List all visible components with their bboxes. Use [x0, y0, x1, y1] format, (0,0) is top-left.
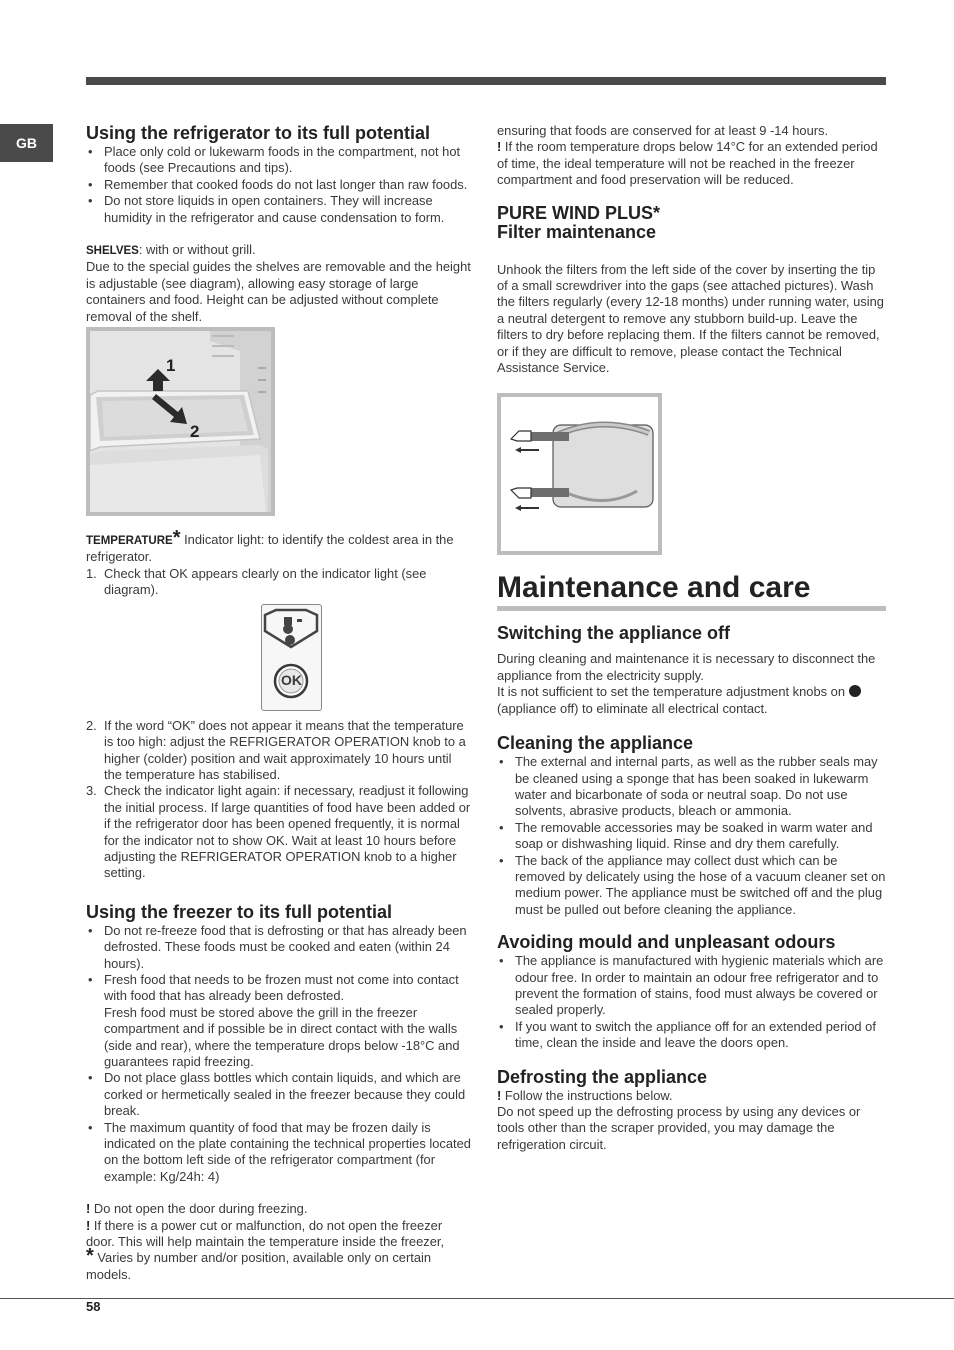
- freezer-heading: Using the freezer to its full potential: [86, 901, 393, 922]
- shelves-intro-text: : with or without grill.: [138, 242, 256, 258]
- shelf-step-1: 1: [166, 356, 176, 376]
- indicator-illustration: [262, 605, 321, 710]
- temperature-label: TEMPERATURE: [86, 535, 173, 548]
- off-position-icon: [849, 685, 861, 697]
- switch-off-text-1: During cleaning and maintenance it is necessary to disconnect the appliance from the electricity supply.: [497, 651, 876, 683]
- temperature-intro: [86, 527, 471, 566]
- filter-text: Unhook the filters from the left side of the cover by inserting the tip of a small screwdriver into the gaps (see attached pictures). Wash the filters regularly (every 12-18 months) under running water, using a neutral detergent to remove any stubborn build-up. Leave the filters to dry before replacing them. If the filters cannot be removed, or if they are difficult to remove, please contact the Technical Assistance Service.: [497, 261, 884, 376]
- shelves-intro: [86, 242, 471, 259]
- ok-label: OK: [281, 671, 302, 688]
- temperature-step1: [86, 566, 471, 599]
- temperature-indicator: [261, 604, 322, 711]
- temperature-steps: [86, 718, 471, 882]
- cleaning-heading: Cleaning the appliance: [497, 733, 694, 754]
- temperature-warning: ! If the room temperature drops below 14°C for an extended period of time, the ideal temperature will not be reached in the freezer compartment and food preservation will be reduced.: [497, 139, 878, 188]
- list-item: • The removable accessories may be soaked in warm water and soap or dishwashing liquid. Rinse and dry them carefully.: [497, 820, 887, 853]
- shelf-diagram: [86, 327, 275, 516]
- filter-illustration: [501, 397, 658, 551]
- fridge-bullet-list: [86, 144, 471, 226]
- list-item: • Fresh food that needs to be frozen must not come into contact with food that has already been defrosted. Fresh food must be stored above the grill in the freezer compartment and if possible be in direct contact with the walls (side and rear), where the temperature drops below -18°C and guarantees rapid freezing.: [86, 972, 471, 1070]
- shelves-label: SHELVES: [86, 245, 139, 258]
- list-item: • Remember that cooked foods do not last longer than raw foods.: [86, 177, 471, 193]
- list-item: • Do not store liquids in open containers. They will increase humidity in the refrigerator and cause condensation to form.: [86, 193, 471, 226]
- list-item: 3. Check the indicator light again: if necessary, readjust it following the initial process. If large quantities of food have been added or if the refrigerator door has been opened frequently, it is normal for the indicator not to show OK. Wait at least 10 hours before adjusting the REFRIGERATOR OPERATION knob to a higher setting.: [86, 783, 471, 881]
- freezer-warning-1: ! Do not open the door during freezing.: [86, 1201, 308, 1217]
- freezer-warning-2: ! If there is a power cut or malfunction, do not open the freezer door. This will help maintain the temperature inside the freezer,: [86, 1217, 445, 1250]
- list-item: • Place only cold or lukewarm foods in the compartment, not hot foods (see Precautions and tips).: [86, 144, 471, 177]
- list-item: • The maximum quantity of food that may be frozen daily is indicated on the plate containing the technical properties located on the bottom left side of the refrigerator compartment (for example: Kg/24h: 4): [86, 1120, 471, 1186]
- asterisk-mark: *: [172, 527, 181, 550]
- list-item: • The appliance is manufactured with hygienic materials which are odour free. In order to maintain an odour free refrigerator and to prevent the formation of stains, food must always be covered or sealed properly.: [497, 953, 887, 1019]
- mould-bullet-list: [497, 953, 887, 1051]
- fridge-heading: Using the refrigerator to its full potential: [86, 123, 431, 143]
- footnote: * Varies by number and/or position, available only on certain models.: [86, 1245, 432, 1282]
- switch-off-heading: Switching the appliance off: [497, 623, 731, 644]
- list-item: 2. If the word “OK” does not appear it means that the temperature is too high: adjust the REFRIGERATOR OPERATION knob to a higher (colder) position and wait approximately 10 hours until the temperature has stabilised.: [86, 717, 466, 782]
- temperature-text: Indicator light: to identify the coldest area in the refrigerator.: [86, 532, 454, 565]
- freezer-bullet-list: [86, 923, 471, 1186]
- language-tab: GB: [0, 124, 53, 162]
- list-item: 1. Check that OK appears clearly on the indicator light (see diagram).: [86, 565, 427, 598]
- left-column: [86, 123, 471, 1283]
- defrost-text: Do not speed up the defrosting process by using any devices or tools other than the scraper provided, you may damage the refrigeration circuit.: [497, 1104, 861, 1152]
- footer-rule: [0, 1298, 954, 1299]
- switch-off-text-3: (appliance off) to eliminate all electrical contact.: [497, 700, 768, 716]
- list-item: • If you want to switch the appliance off for an extended period of time, clean the inside and leave the doors open.: [497, 1019, 887, 1052]
- shelf-step-2: 2: [190, 422, 200, 442]
- list-item: • Do not re-freeze food that is defrosting or that has already been defrosted. These foods must be cooked and eaten (within 24 hours).: [86, 923, 471, 972]
- cleaning-bullet-list: [497, 754, 887, 918]
- mould-heading: Avoiding mould and unpleasant odours: [497, 932, 836, 953]
- maintenance-title: Maintenance and care: [497, 571, 811, 605]
- list-item: • The back of the appliance may collect dust which can be removed by delicately using the hose of a vacuum cleaner set on medium power. The appliance must be switched off and the plug must be pulled out before cleaning the appliance.: [497, 853, 887, 919]
- header-rule: [86, 77, 886, 85]
- switch-off-text-2: It is not sufficient to set the temperature adjustment knobs on: [497, 684, 887, 700]
- defrost-warning: ! Follow the instructions below.: [497, 1087, 673, 1103]
- list-item: • Do not place glass bottles which contain liquids, and which are corked or hermetically sealed in the freezer because they could break.: [86, 1070, 471, 1119]
- right-column: [497, 123, 887, 1153]
- filter-heading: Filter maintenance: [497, 221, 657, 242]
- shelves-text: Due to the special guides the shelves are removable and the height is adjustable (see diagram), allowing easy storage of large containers and food. Height can be adjusted without complete removal of the shelf.: [86, 259, 471, 324]
- purewind-heading: PURE WIND PLUS*: [497, 202, 661, 223]
- continued-text: ensuring that foods are conserved for at least 9 -14 hours.: [497, 123, 829, 138]
- filter-diagram: [497, 393, 662, 555]
- list-item: • The external and internal parts, as well as the rubber seals may be cleaned using a sponge that has been soaked in lukewarm water and bicarbonate of soda or neutral soap. Do not use solvents, abrasive products, bleach or ammonia.: [497, 754, 887, 820]
- page-number: 58: [86, 1299, 101, 1314]
- defrost-heading: Defrosting the appliance: [497, 1066, 708, 1087]
- title-rule: [497, 606, 886, 611]
